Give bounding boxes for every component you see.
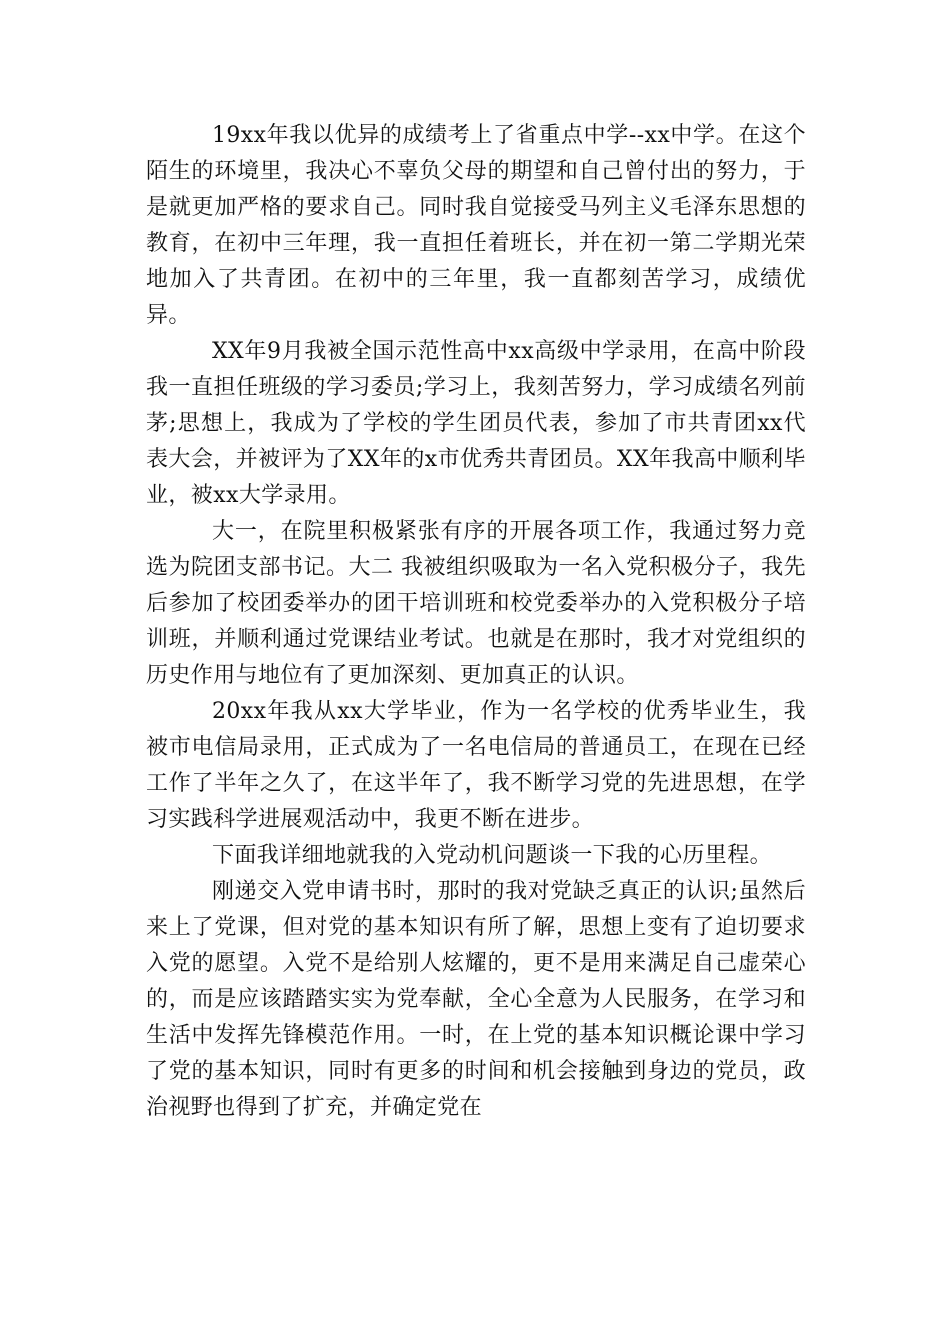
paragraph: 20xx年我从xx大学毕业，作为一名学校的优秀毕业生，我被市电信局录用，正式成为了一名电信局的普通员工，在现在已经工作了半年之久了，在这半年了，我不断学习党的先进思想，在学习实践科学进展观活动中，我更不断在进步。 xyxy=(146,699,806,832)
document-body xyxy=(146,118,806,1126)
paragraph: XX年9月我被全国示范性高中xx高级中学录用，在高中阶段我一直担任班级的学习委员;学习上，我刻苦努力，学习成绩名列前茅;思想上，我成为了学校的学生团员代表，参加了市共青团xx代表大会，并被评为了XX年的x市优秀共青团员。XX年我高中顺利毕业，被xx大学录用。 xyxy=(146,339,806,508)
paragraph: 下面我详细地就我的入党动机问题谈一下我的心历里程。 xyxy=(212,843,773,868)
paragraph: 刚递交入党申请书时，那时的我对党缺乏真正的认识;虽然后来上了党课，但对党的基本知识有所了解，思想上变有了迫切要求入党的愿望。入党不是给别人炫耀的，更不是用来满足自己虚荣心的，而是应该踏踏实实为党奉献，全心全意为人民服务，在学习和生活中发挥先锋模范作用。一时，在上党的基本知识概论课中学习了党的基本知识，同时有更多的时间和机会接触到身边的党员，政治视野也得到了扩充，并确定党在 xyxy=(146,879,806,1120)
paragraph: 19xx年我以优异的成绩考上了省重点中学--xx中学。在这个陌生的环境里，我决心不辜负父母的期望和自己曾付出的努力，于是就更加严格的要求自己。同时我自觉接受马列主义毛泽东思想的教育，在初中三年理，我一直担任着班长，并在初一第二学期光荣地加入了共青团。在初中的三年里，我一直都刻苦学习，成绩优异。 xyxy=(146,123,806,328)
paragraph: 大一，在院里积极紧张有序的开展各项工作，我通过努力竞选为院团支部书记。大二 我被组织吸取为一名入党积极分子，我先后参加了校团委举办的团干培训班和校党委举办的入党积极分子培训班，并顺利通过党课结业考试。也就是在那时，我才对党组织的历史作用与地位有了更加深刻、更加真正的认识。 xyxy=(146,519,806,688)
